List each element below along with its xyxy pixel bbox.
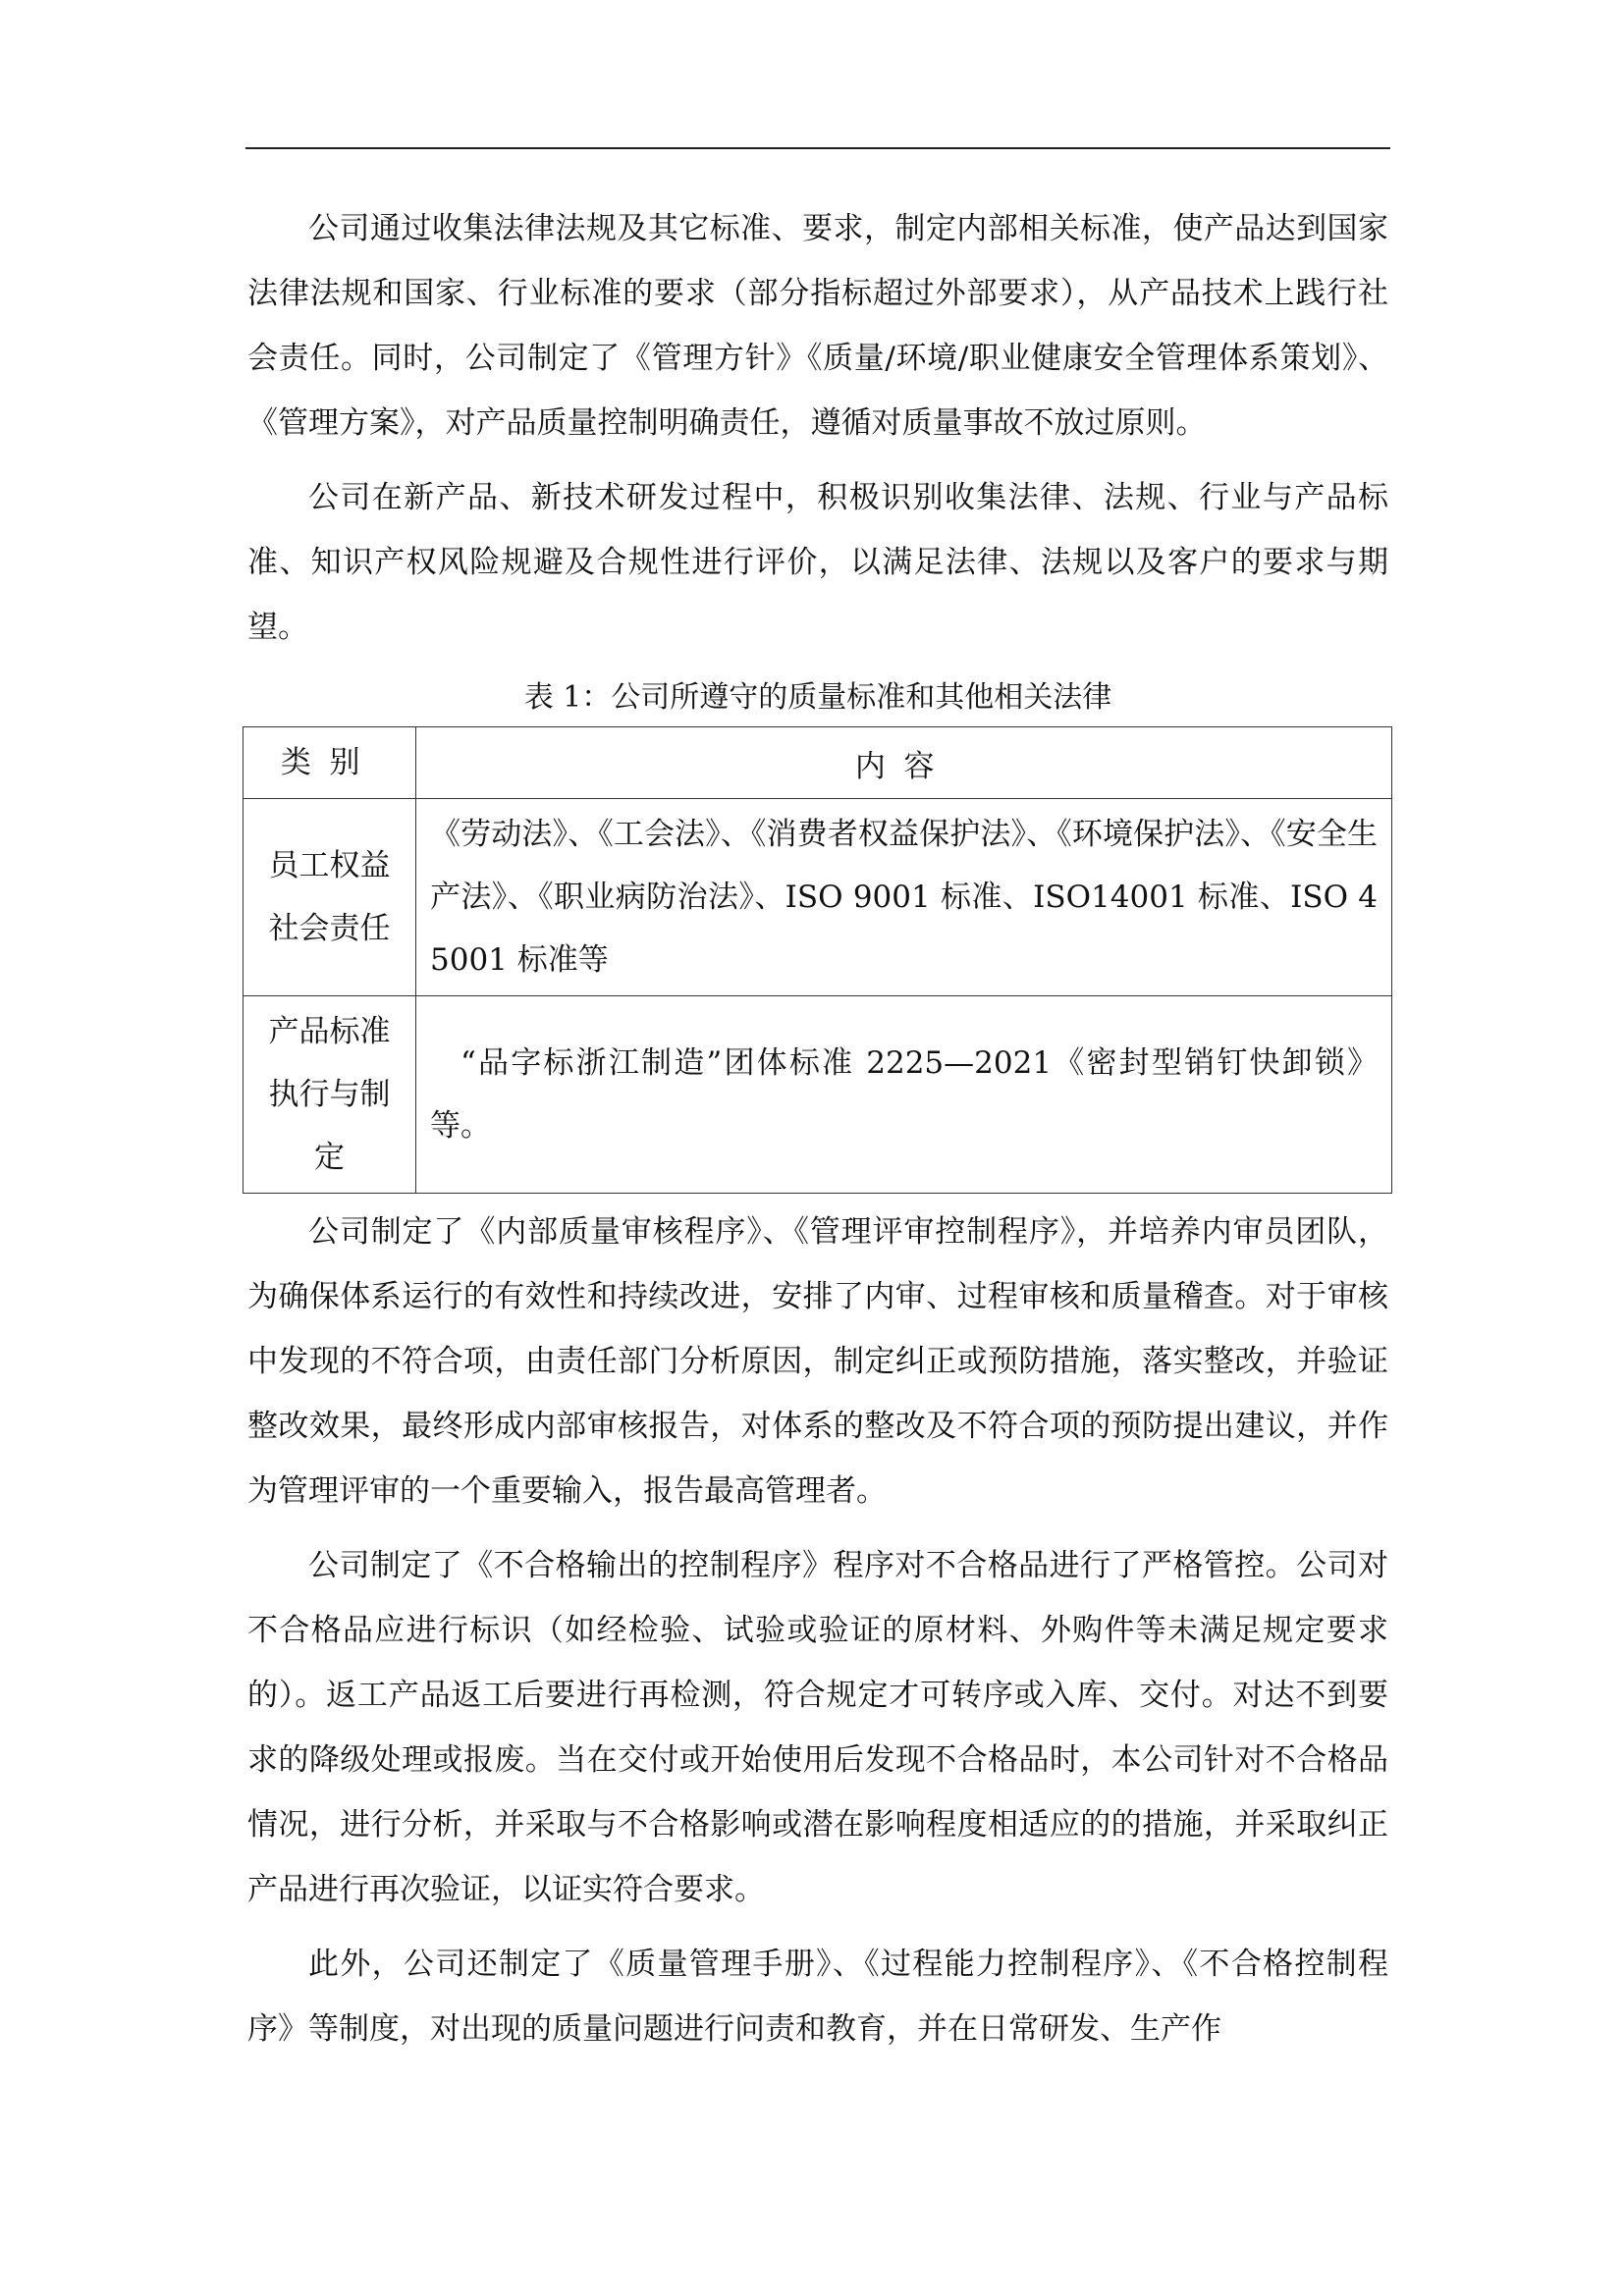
- row-category: [244, 996, 416, 1194]
- paragraph-1: 公司通过收集法律法规及其它标准、要求，制定内部相关标准，使产品达到国家法律法规和国家、行业标准的要求（部分指标超过外部要求），从产品技术上践行社会责任。同时，公司制定了《管理方针》《质量/环境/职业健康安全管理体系策划》、《管理方案》，对产品质量控制明确责任，遵循对质量事故不放过原则。: [247, 211, 1388, 441]
- row-content: 《劳动法》、《工会法》、《消费者权益保护法》、《环境保护法》、《安全生产法》、《职业病防治法》、ISO 9001 标准、ISO14001 标准、ISO 45001 标准等: [416, 799, 1392, 996]
- category-line: 社会责任: [268, 911, 391, 946]
- table-header-row: [244, 727, 1392, 799]
- row-content: “品字标浙江制造”团体标准 2225—2021《密封型销钉快卸锁》等。: [416, 996, 1392, 1194]
- row-category: [244, 799, 416, 996]
- paragraph-5: 此外，公司还制定了《质量管理手册》、《过程能力控制程序》、《不合格控制程序》等制度，对出现的质量问题进行问责和教育，并在日常研发、生产作: [247, 1947, 1388, 2047]
- table-row: [244, 799, 1392, 996]
- header-category: 类别: [244, 727, 416, 799]
- header-content: 内容: [416, 727, 1392, 799]
- category-line: 定: [314, 1140, 345, 1175]
- document-body: [247, 196, 1388, 2061]
- category-line: 产品标准: [268, 1014, 391, 1049]
- standards-table: [243, 726, 1392, 1194]
- paragraph-3: 公司制定了《内部质量审核程序》、《管理评审控制程序》，并培养内审员团队，为确保体系运行的有效性和持续改进，安排了内审、过程审核和质量稽查。对于审核中发现的不符合项，由责任部门分析原因，制定纠正或预防措施，落实整改，并验证整改效果，最终形成内部审核报告，对体系的整改及不符合项的预防提出建议，并作为管理评审的一个重要输入，报告最高管理者。: [247, 1214, 1388, 1509]
- table-caption: 表 1：公司所遵守的质量标准和其他相关法律: [523, 680, 1112, 715]
- category-line: 执行与制: [268, 1077, 391, 1112]
- paragraph-2: 公司在新产品、新技术研发过程中，积极识别收集法律、法规、行业与产品标准、知识产权风险规避及合规性进行评价，以满足法律、法规以及客户的要求与期望。: [247, 480, 1388, 645]
- category-line: 员工权益: [268, 848, 391, 883]
- table-row: [244, 996, 1392, 1194]
- header-rule: [245, 147, 1390, 149]
- paragraph-4: 公司制定了《不合格输出的控制程序》程序对不合格品进行了严格管控。公司对不合格品应进行标识（如经检验、试验或验证的原材料、外购件等未满足规定要求的）。返工产品返工后要进行再检测，符合规定才可转序或入库、交付。对达不到要求的降级处理或报废。当在交付或开始使用后发现不合格品时，本公司针对不合格品情况，进行分析，并采取与不合格影响或潜在影响程度相适应的的措施，并采取纠正产品进行再次验证，以证实符合要求。: [247, 1548, 1388, 1907]
